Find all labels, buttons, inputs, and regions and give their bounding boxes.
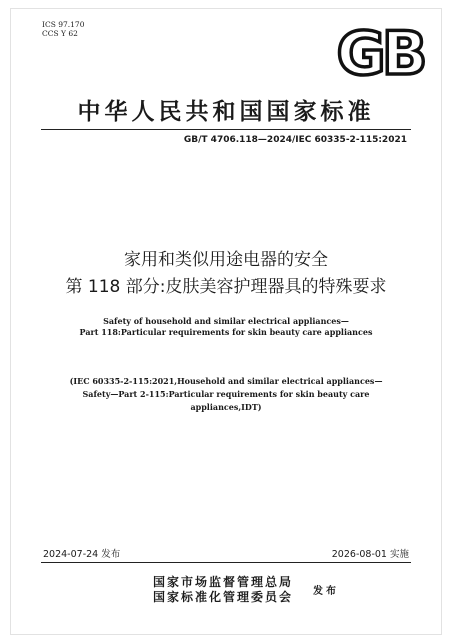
header-divider <box>41 129 411 130</box>
ics-codes <box>42 20 84 38</box>
adoption-note <box>51 375 401 414</box>
chinese-title-line: 第 118 部分:皮肤美容护理器具的特殊要求 <box>65 277 387 297</box>
national-standard-heading: 中华人民共和国国家标准 <box>77 99 375 125</box>
standard-cover-page <box>10 8 442 635</box>
adoption-line: (IEC 60335-2-115:2021,Household and similar electrical appliances— <box>69 376 383 386</box>
english-title <box>11 316 441 338</box>
ics-code: ICS 97.170 <box>42 20 85 29</box>
english-title-line: Part 118:Particular requirements for skin beauty care appliances <box>79 327 373 337</box>
chinese-title-line: 家用和类似用途电器的安全 <box>124 250 328 270</box>
adoption-line: appliances,IDT) <box>190 402 262 412</box>
standard-number: GB/T 4706.118—2024/IEC 60335-2-115:2021 <box>183 135 407 145</box>
footer-divider <box>41 562 411 563</box>
issue-label: 发布 <box>313 586 339 597</box>
english-title-line: Safety of household and similar electrical appliances— <box>103 316 349 326</box>
issuer-name: 国家标准化管理委员会 <box>153 590 294 604</box>
gb-logo-text: GB <box>336 23 424 81</box>
implement-date: 2026-08-01 实施 <box>331 549 409 560</box>
gb-logo <box>331 23 429 81</box>
chinese-title <box>11 247 441 301</box>
adoption-line: Safety—Part 2-115:Particular requirements for skin beauty care <box>82 389 370 399</box>
publish-date: 2024-07-24 发布 <box>43 549 121 560</box>
ccs-code: CCS Y 62 <box>42 29 78 38</box>
issuing-authorities <box>153 575 293 605</box>
issuer-name: 国家市场监督管理总局 <box>153 575 294 589</box>
